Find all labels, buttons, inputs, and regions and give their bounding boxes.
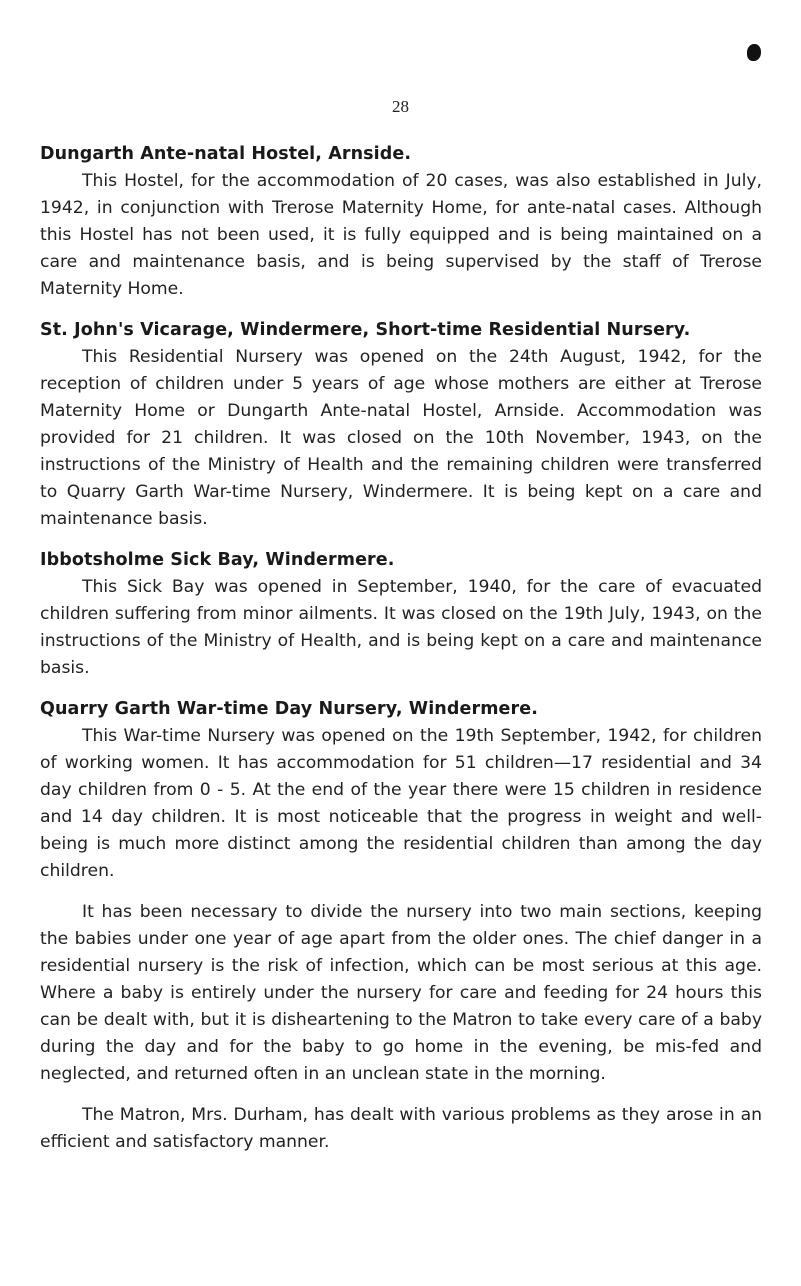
paragraph: It has been necessary to divide the nursery into two main sections, keeping the babies under one year of age apart from the older ones. The chief danger in a residential nursery is the risk of infection, which can be most serious at this age. Where a baby is entirely under the nursery for care and feeding for 24 hours this can be dealt with, but it is disheartening to the Matron to take every care of a baby during the day and for the baby to go home in the evening, be mis-fed and neglected, and returned often in an unclean state in the morning. (40, 902, 762, 1084)
section-heading: Dungarth Ante-natal Hostel, Arnside. (40, 144, 412, 164)
ink-blot-mark (747, 44, 761, 61)
section-quarry-garth-nursery (40, 696, 762, 1156)
paragraph: This Residential Nursery was opened on the 24th August, 1942, for the reception of children under 5 years of age whose mothers are either at Trerose Maternity Home or Dungarth Ante-natal Hostel, Arnside. Accommodation was provided for 21 children. It was closed on the 10th November, 1943, on the instructions of the Ministry of Health and the remaining children were transferred to Quarry Garth War-time Nursery, Windermere. It is being kept on a care and maintenance basis. (40, 347, 762, 529)
page-number: 28 (392, 97, 409, 116)
section-dungarth-hostel (40, 141, 762, 303)
paragraph: The Matron, Mrs. Durham, has dealt with various problems as they arose in an efficient and satisfactory manner. (40, 1105, 762, 1152)
section-st-johns-vicarage (40, 317, 762, 533)
paragraph: This Hostel, for the accommodation of 20 cases, was also established in July, 1942, in conjunction with Trerose Maternity Home, for ante-natal cases. Although this Hostel has not been used, it is fully equipped and is being maintained on a care and maintenance basis, and is being supervised by the staff of Trerose Maternity Home. (40, 171, 762, 299)
section-heading: Quarry Garth War-time Day Nursery, Windermere. (40, 699, 538, 719)
section-ibbotsholme-sick-bay (40, 547, 762, 682)
paragraph: This War-time Nursery was opened on the 19th September, 1942, for children of working women. It has accommodation for 51 children—17 residential and 34 day children from 0 - 5. At the end of the year there were 15 children in residence and 14 day children. It is most noticeable that the progress in weight and well-being is much more distinct among the residential children than among the day children. (40, 726, 762, 881)
document-body (40, 141, 762, 1170)
paragraph: This Sick Bay was opened in September, 1940, for the care of evacuated children suffering from minor ailments. It was closed on the 19th July, 1943, on the instructions of the Ministry of Health, and is being kept on a care and maintenance basis. (40, 577, 762, 678)
section-heading: Ibbotsholme Sick Bay, Windermere. (40, 550, 395, 570)
section-heading: St. John's Vicarage, Windermere, Short-time Residential Nursery. (40, 320, 691, 340)
